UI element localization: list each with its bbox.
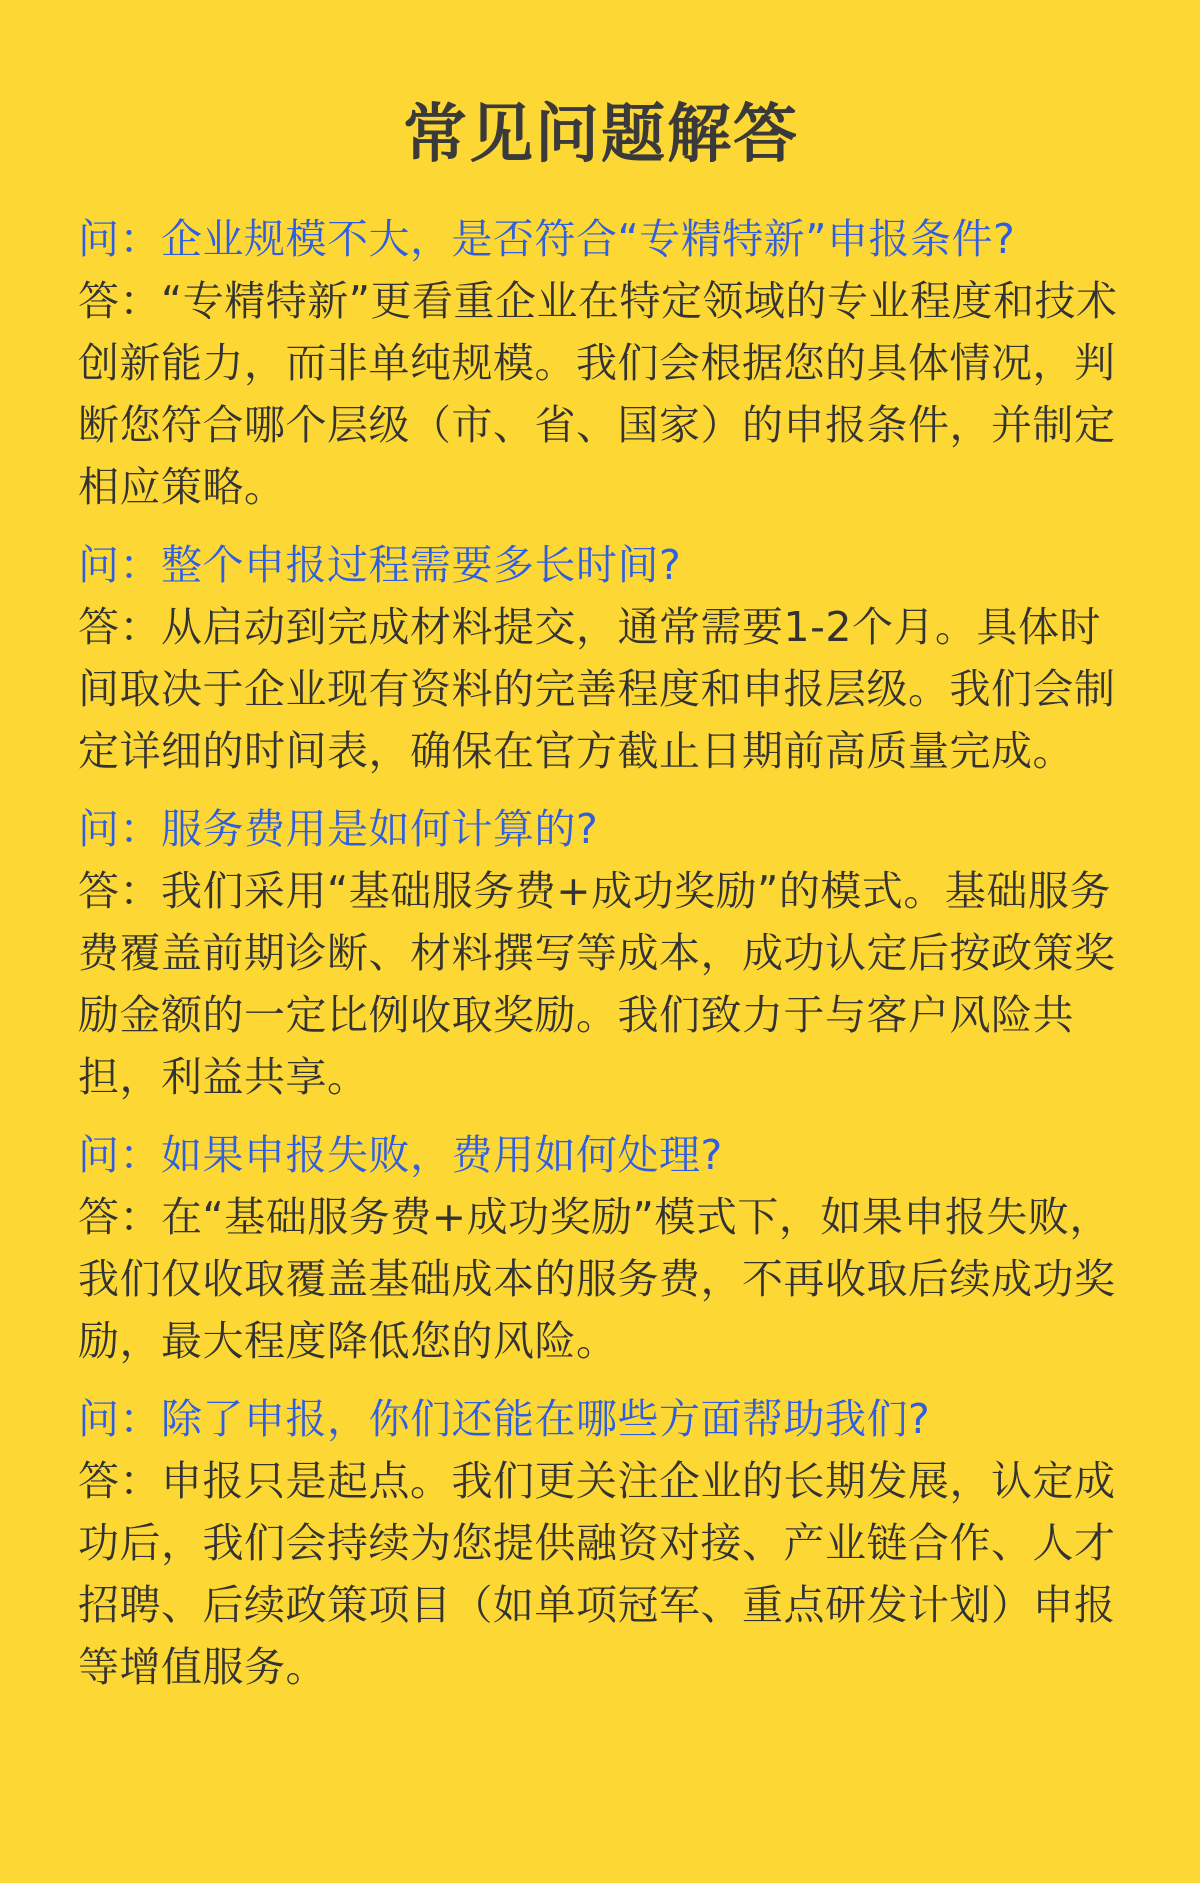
faq-answer: 答：“专精特新”更看重企业在特定领域的专业程度和技术创新能力，而非单纯规模。我们会根据您的具体情况，判断您符合哪个层级（市、省、国家）的申报条件，并制定相应策略。 (78, 277, 1118, 511)
faq-question: 问：除了申报，你们还能在哪些方面帮助我们? (78, 1395, 931, 1443)
faq-question: 问：服务费用是如何计算的? (78, 805, 599, 853)
faq-answer: 答：申报只是起点。我们更关注企业的长期发展，认定成功后，我们会持续为您提供融资对接、产业链合作、人才招聘、后续政策项目（如单项冠军、重点研发计划）申报等增值服务。 (78, 1457, 1116, 1691)
page-title: 常见问题解答 (403, 98, 799, 172)
faq-answer: 答：在“基础服务费+成功奖励”模式下，如果申报失败，我们仅收取覆盖基础成本的服务费，不再收取后续成功奖励，最大程度降低您的风险。 (78, 1193, 1116, 1365)
faq-item-5 (78, 1388, 1124, 1698)
faq-question: 问：企业规模不大，是否符合“专精特新”申报条件? (78, 215, 1016, 263)
faq-item-2 (78, 534, 1124, 782)
faq-question: 问：如果申报失败，费用如何处理? (78, 1131, 723, 1179)
faq-list (78, 208, 1124, 1698)
faq-item-1 (78, 208, 1124, 518)
faq-item-3 (78, 798, 1124, 1108)
faq-question: 问：整个申报过程需要多长时间? (78, 541, 682, 589)
faq-answer: 答：从启动到完成材料提交，通常需要1-2个月。具体时间取决于企业现有资料的完善程度和申报层级。我们会制定详细的时间表，确保在官方截止日期前高质量完成。 (78, 603, 1116, 775)
faq-item-4 (78, 1124, 1124, 1372)
faq-answer: 答：我们采用“基础服务费+成功奖励”的模式。基础服务费覆盖前期诊断、材料撰写等成本，成功认定后按政策奖励金额的一定比例收取奖励。我们致力于与客户风险共担，利益共享。 (78, 867, 1116, 1101)
